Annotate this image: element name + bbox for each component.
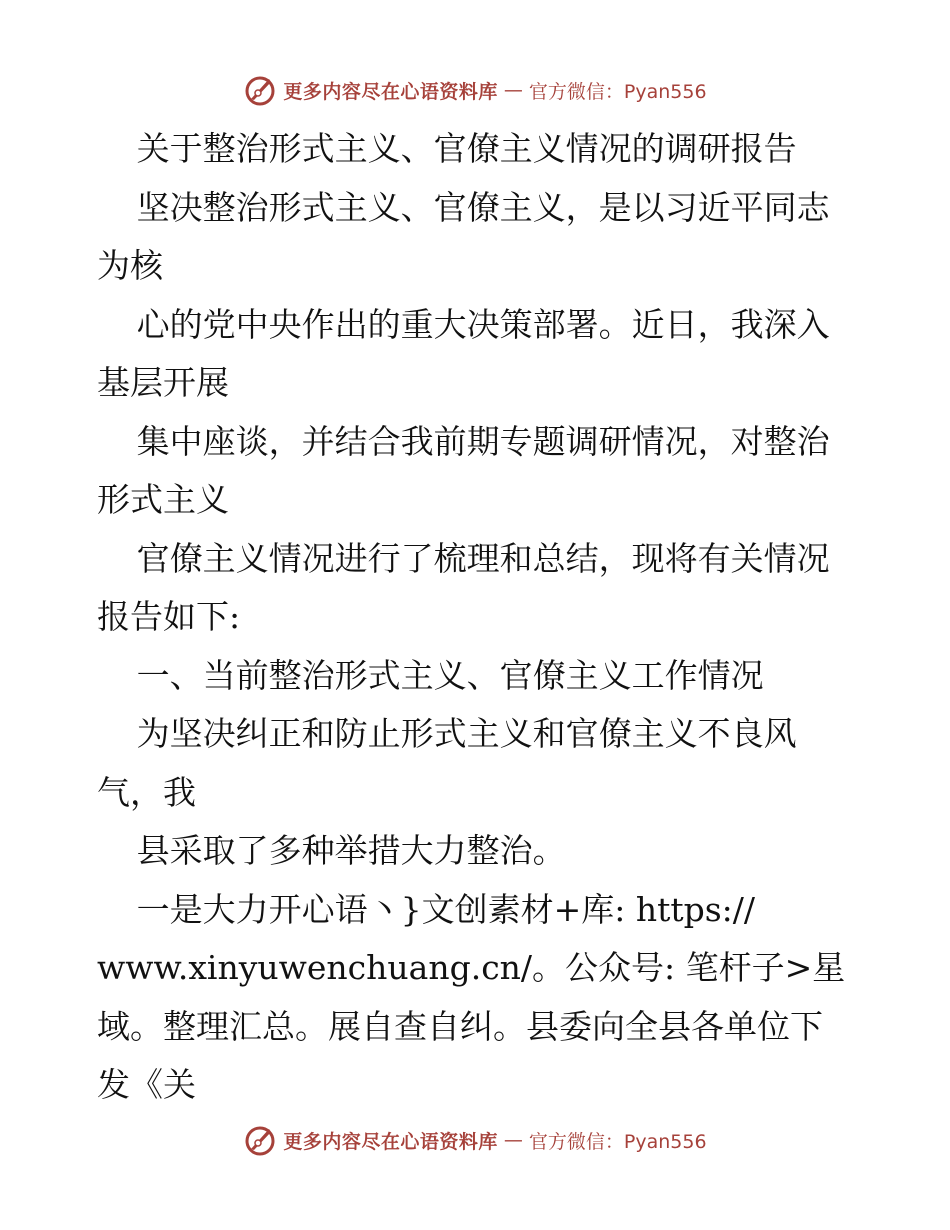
paragraph-line: 为核 <box>97 246 163 285</box>
watermark-contact: 官方微信：Pyan556 <box>528 1130 707 1153</box>
paragraph-line: 县采取了多种举措大力整治。 <box>136 831 566 870</box>
document-title: 关于整治形式主义、官僚主义情况的调研报告 <box>136 129 797 168</box>
header-watermark <box>0 70 950 110</box>
paragraph-line: 发《关 <box>97 1065 196 1104</box>
watermark-dash: — <box>503 1129 523 1151</box>
quill-circle-icon <box>243 73 277 107</box>
watermark-dash: — <box>503 79 523 101</box>
paragraph-line: 官僚主义情况进行了梳理和总结，现将有关情况 <box>136 538 830 578</box>
paragraph-line: 心的党中央作出的重大决策部署。近日，我深入 <box>136 304 830 344</box>
watermark-contact: 官方微信：Pyan556 <box>528 80 707 103</box>
paragraph-line: 为坚决纠正和防止形式主义和官僚主义不良风 <box>136 714 797 753</box>
paragraph-line: 报告如下: <box>97 597 241 636</box>
paragraph-line: 域。整理汇总。展自查自纠。县委向全县各单位下 <box>97 1006 823 1046</box>
footer-watermark <box>0 1120 950 1160</box>
paragraph-line: 一是大力开心语丶}文创素材+库: https:// <box>136 889 756 929</box>
document-body <box>97 120 857 1115</box>
quill-circle-icon <box>243 1123 277 1157</box>
section-heading: 一、当前整治形式主义、官僚主义工作情况 <box>136 655 764 695</box>
watermark-text: 更多内容尽在心语资料库 <box>283 1130 498 1153</box>
paragraph-line: 坚决整治形式主义、官僚主义，是以习近平同志 <box>136 187 830 227</box>
watermark-text: 更多内容尽在心语资料库 <box>283 80 498 103</box>
paragraph-line: 气，我 <box>97 772 196 812</box>
paragraph-line: 基层开展 <box>97 363 229 402</box>
paragraph-line: 集中座谈，并结合我前期专题调研情况，对整治 <box>136 421 830 461</box>
paragraph-line: 形式主义 <box>97 480 229 519</box>
paragraph-line: www.xinyuwenchuang.cn/。公众号: 笔杆子>星 <box>97 948 846 987</box>
